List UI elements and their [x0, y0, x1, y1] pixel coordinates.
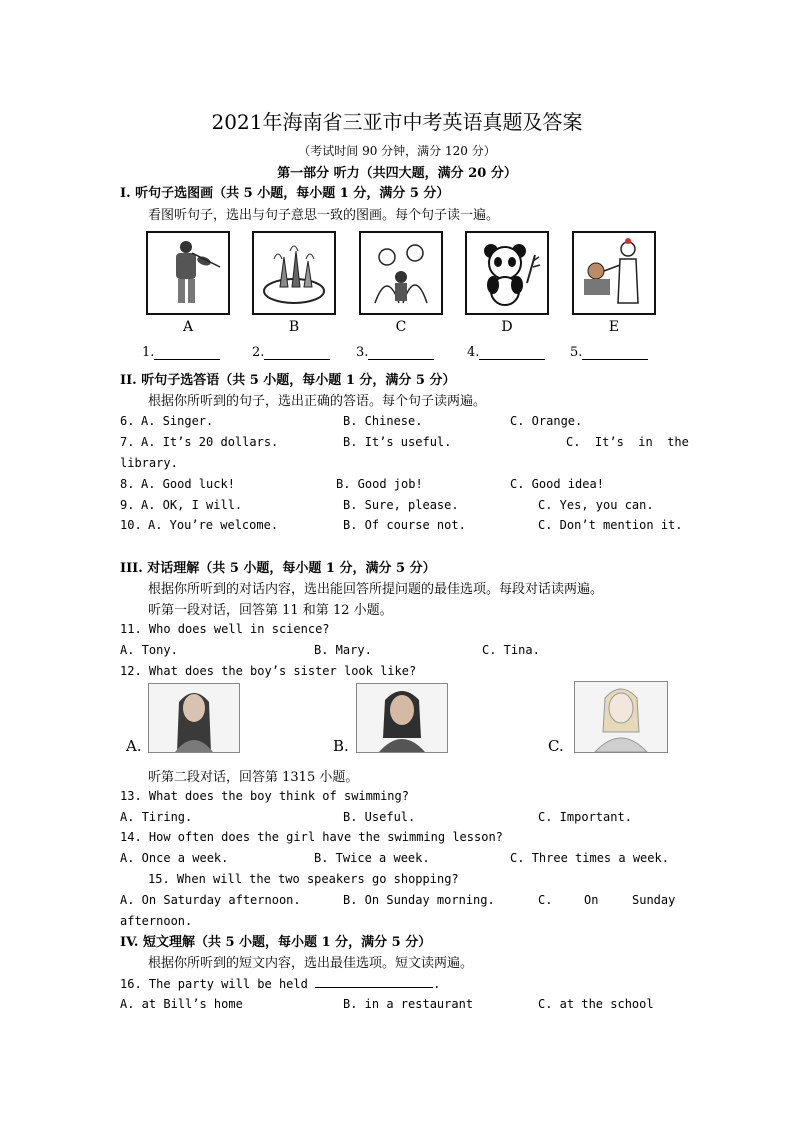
q16-answer-blank[interactable]: [315, 976, 433, 988]
q15-option-a[interactable]: A. On Saturday afternoon.: [120, 893, 301, 907]
answer-blank-4[interactable]: [467, 345, 545, 360]
blonde-girl-icon: [575, 682, 667, 752]
q9-option-a[interactable]: A. OK, I will.: [141, 498, 243, 512]
q12-label-a: A.: [126, 737, 142, 755]
blank-number: 1.: [142, 345, 155, 360]
picture-e: [572, 231, 656, 315]
q16-option-b[interactable]: B. in a restaurant: [343, 997, 474, 1011]
q8-number: 8.: [120, 477, 135, 491]
exam-info: （考试时间 90 分钟，满分 120 分）: [298, 144, 496, 158]
q13-option-a[interactable]: A. Tiring.: [120, 810, 193, 824]
q16-period: .: [433, 977, 441, 991]
q14-option-a[interactable]: A. Once a week.: [120, 851, 229, 865]
q15-text: 15. When will the two speakers go shopping?: [148, 872, 459, 886]
q11-option-c[interactable]: C. Tina.: [482, 643, 540, 657]
section4-instruction: 根据你所听到的短文内容，选出最佳选项。短文读两遍。: [148, 956, 474, 971]
answer-blank-5[interactable]: [570, 345, 648, 360]
q10-option-a[interactable]: A. You’re welcome.: [148, 518, 279, 532]
q13-option-b[interactable]: B. Useful.: [343, 810, 416, 824]
q12-label-c: C.: [548, 737, 564, 755]
section1-heading: I. 听句子选图画（共 5 小题，每小题 1 分，满分 5 分）: [120, 186, 450, 201]
blank-number: 4.: [467, 345, 480, 360]
q6-option-c[interactable]: C. Orange.: [510, 414, 583, 428]
q11-option-a[interactable]: A. Tony.: [120, 643, 178, 657]
q10-option-b[interactable]: B. Of course not.: [343, 518, 466, 532]
q7-number: 7.: [120, 435, 135, 449]
panda-icon: [467, 233, 547, 313]
q6-option-a[interactable]: A. Singer.: [141, 414, 214, 428]
blank-number: 3.: [356, 345, 369, 360]
q8-option-c[interactable]: C. Good idea!: [510, 477, 604, 491]
q14-text: 14. How often does the girl have the swimming lesson?: [120, 830, 503, 844]
section4-heading: IV. 短文理解（共 5 小题，每小题 1 分，满分 5 分）: [120, 935, 432, 950]
family-icon: [361, 233, 441, 313]
q9-option-b[interactable]: B. Sure, please.: [343, 498, 459, 512]
dentist-icon: [574, 233, 654, 313]
picture-label-b: B: [288, 319, 300, 335]
picture-d: [465, 231, 549, 315]
vegetables-icon: [254, 233, 334, 313]
picture-c: [359, 231, 443, 315]
short-hair-girl-icon: [357, 684, 447, 752]
picture-label-c: C: [395, 319, 407, 335]
q12-photo-c[interactable]: [574, 681, 668, 753]
q16-text: [120, 976, 440, 991]
q6-option-b[interactable]: B. Chinese.: [343, 414, 423, 428]
q16-option-a[interactable]: A. at Bill’s home: [120, 997, 243, 1011]
section3-instruction: 根据你所听到的对话内容，选出能回答所提问题的最佳选项。每段对话读两遍。: [148, 582, 604, 597]
picture-a: [146, 231, 230, 315]
part1-heading: 第一部分 听力（共四大题，满分 20 分）: [277, 166, 517, 181]
violinist-icon: [148, 233, 228, 313]
q15-option-c-continued: afternoon.: [120, 914, 193, 928]
q16-option-c[interactable]: C. at the school: [538, 997, 654, 1011]
section3-heading: III. 对话理解（共 5 小题，每小题 1 分，满分 5 分）: [120, 561, 436, 576]
q9-number: 9.: [120, 498, 135, 512]
blank-number: 5.: [570, 345, 583, 360]
q12-photo-b[interactable]: [356, 683, 448, 753]
dialog2-note: 听第二段对话，回答第 1315 小题。: [148, 770, 359, 785]
long-hair-girl-icon: [149, 684, 239, 752]
q6-number: 6.: [120, 414, 135, 428]
q7-option-c-continued: library.: [120, 456, 178, 470]
q12-label-b: B.: [333, 737, 349, 755]
section2-instruction: 根据你所听到的句子，选出正确的答语。每个句子读两遍。: [148, 394, 487, 409]
q15-option-c-on[interactable]: On: [584, 893, 599, 907]
picture-label-d: D: [501, 319, 513, 335]
page-title: 2021年海南省三亚市中考英语真题及答案: [211, 110, 583, 134]
answer-blank-3[interactable]: [356, 345, 434, 360]
blank-number: 2.: [252, 345, 265, 360]
q10-number: 10.: [120, 518, 142, 532]
answer-blank-2[interactable]: [252, 345, 330, 360]
q7-option-c[interactable]: C. It’s in the: [566, 435, 689, 449]
section2-heading: II. 听句子选答语（共 5 小题，每小题 1 分，满分 5 分）: [120, 373, 456, 388]
q10-option-c[interactable]: C. Don’t mention it.: [538, 518, 683, 532]
q14-option-b[interactable]: B. Twice a week.: [314, 851, 430, 865]
q11-option-b[interactable]: B. Mary.: [314, 643, 372, 657]
q14-option-c[interactable]: C. Three times a week.: [510, 851, 669, 865]
q7-option-a[interactable]: A. It’s 20 dollars.: [141, 435, 279, 449]
q16-stem: 16. The party will be held: [120, 977, 308, 991]
q15-option-b[interactable]: B. On Sunday morning.: [343, 893, 495, 907]
q15-option-c-letter[interactable]: C.: [538, 893, 553, 907]
q11-text: 11. Who does well in science?: [120, 622, 330, 636]
q8-option-a[interactable]: A. Good luck!: [141, 477, 235, 491]
picture-label-a: A: [182, 319, 194, 335]
q15-option-c-sunday[interactable]: Sunday: [632, 893, 676, 907]
section1-instruction: 看图听句子，选出与句子意思一致的图画。每个句子读一遍。: [148, 208, 500, 223]
answer-blank-1[interactable]: [142, 345, 220, 360]
q9-option-c[interactable]: C. Yes, you can.: [538, 498, 654, 512]
picture-label-e: E: [608, 319, 620, 335]
q12-photo-a[interactable]: [148, 683, 240, 753]
q13-text: 13. What does the boy think of swimming?: [120, 789, 409, 803]
q7-option-b[interactable]: B. It’s useful.: [343, 435, 452, 449]
q8-option-b[interactable]: B. Good job!: [336, 477, 423, 491]
picture-b: [252, 231, 336, 315]
q13-option-c[interactable]: C. Important.: [538, 810, 632, 824]
dialog1-note: 听第一段对话，回答第 11 和第 12 小题。: [148, 603, 393, 618]
q12-text: 12. What does the boy’s sister look like?: [120, 664, 417, 678]
